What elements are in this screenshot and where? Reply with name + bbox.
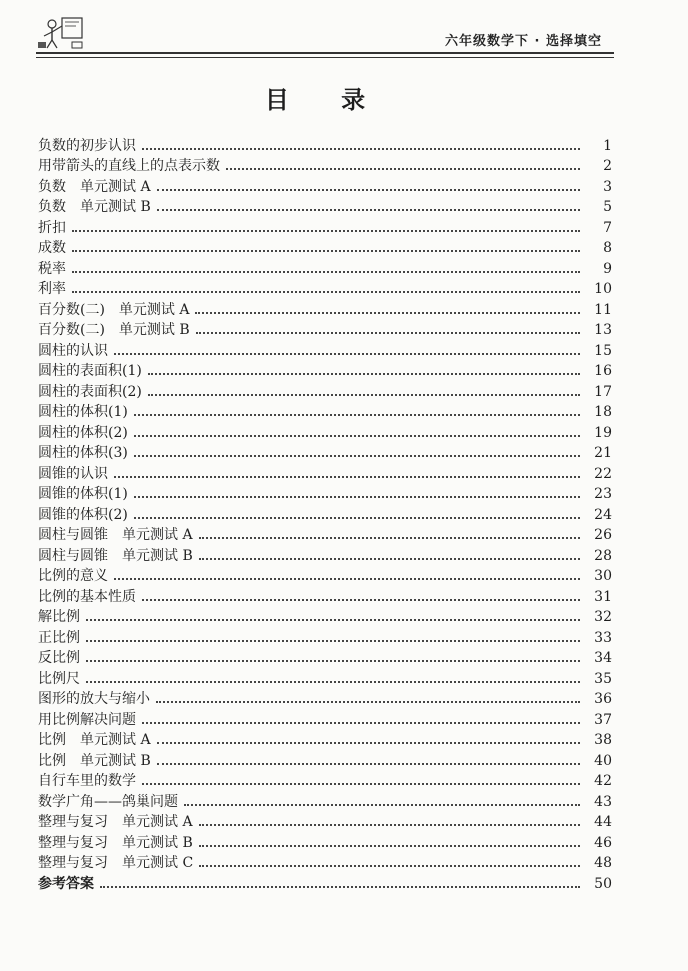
toc-entry-page-number: 11: [594, 301, 612, 318]
dot-leader: [148, 394, 580, 396]
dot-leader: [134, 455, 580, 457]
toc-entry-page-number: 17: [594, 383, 612, 400]
dot-leader: [86, 640, 580, 642]
dot-leader: [196, 332, 580, 334]
toc-entry-page-number: 16: [594, 363, 612, 379]
dot-leader: [199, 845, 580, 847]
dot-leader: [86, 619, 580, 621]
toc-entry[interactable]: [38, 237, 612, 258]
toc-entry[interactable]: [38, 770, 612, 791]
toc-entry-page-number: 42: [594, 773, 612, 789]
toc-entry-page-number: 46: [594, 834, 612, 851]
toc-entry-title: 解比例: [38, 609, 80, 625]
header-divider: [36, 52, 614, 54]
toc-entry-title: 圆柱的体积(3): [38, 445, 128, 461]
toc-entry[interactable]: [38, 257, 612, 278]
toc-entry-page-number: 44: [594, 814, 612, 830]
dot-leader: [72, 250, 580, 252]
dot-leader: [134, 435, 580, 437]
toc-entry-page-number: 22: [594, 465, 612, 482]
toc-entry-page-number: 35: [594, 670, 612, 687]
toc-entry[interactable]: [38, 196, 612, 217]
toc-entry[interactable]: [38, 216, 612, 237]
toc-entry-title: 圆柱与圆锥 单元测试 A: [38, 527, 193, 543]
toc-entry-title: 圆锥的体积(1): [38, 486, 128, 502]
toc-entry-page-number: 13: [594, 322, 612, 338]
toc-entry-title: 用带箭头的直线上的点表示数: [38, 158, 220, 174]
toc-entry-page-number: 40: [594, 752, 612, 769]
toc-entry-title: 圆柱的表面积(2): [38, 383, 142, 400]
toc-entry-title: 正比例: [38, 629, 80, 646]
toc-entry-page-number: 2: [603, 158, 612, 174]
toc-entry-page-number: 19: [594, 424, 612, 441]
toc-entry-page-number: 26: [594, 527, 612, 543]
toc-entry[interactable]: [38, 811, 612, 832]
toc-entry[interactable]: [38, 298, 612, 319]
toc-entry-title: 比例的基本性质: [38, 588, 136, 605]
dot-leader: [134, 496, 580, 498]
toc-entry-title: 整理与复习 单元测试 A: [38, 814, 193, 830]
toc-entry-page-number: 28: [594, 547, 612, 564]
toc-entry[interactable]: [38, 421, 612, 442]
dot-leader: [199, 824, 580, 826]
toc-entry[interactable]: [38, 688, 612, 709]
toc-entry[interactable]: [38, 524, 612, 545]
toc-entry[interactable]: [38, 380, 612, 401]
header-divider-thin: [36, 57, 614, 58]
toc-entry[interactable]: [38, 729, 612, 750]
toc-entry[interactable]: [38, 831, 612, 852]
toc-entry[interactable]: [38, 483, 612, 504]
toc-entry-page-number: 50: [594, 875, 612, 892]
dot-leader: [195, 312, 580, 314]
dot-leader: [86, 660, 580, 662]
table-of-contents: [38, 134, 612, 893]
toc-entry-page-number: 3: [603, 178, 612, 195]
dot-leader: [156, 701, 580, 703]
toc-entry[interactable]: [38, 339, 612, 360]
toc-entry-title: 负数 单元测试 A: [38, 178, 151, 195]
toc-entry-title: 圆柱的体积(1): [38, 404, 128, 420]
toc-entry[interactable]: [38, 155, 612, 176]
toc-entry[interactable]: [38, 462, 612, 483]
toc-entry-title: 百分数(二) 单元测试 B: [38, 322, 190, 338]
toc-entry[interactable]: [38, 175, 612, 196]
toc-entry[interactable]: [38, 544, 612, 565]
toc-entry-title: 负数 单元测试 B: [38, 199, 151, 215]
toc-entry[interactable]: [38, 565, 612, 586]
toc-entry-title: 税率: [38, 260, 66, 277]
dot-leader: [72, 271, 580, 273]
toc-entry-page-number: 15: [594, 342, 612, 359]
toc-entry-title: 圆锥的体积(2): [38, 506, 128, 523]
toc-entry[interactable]: [38, 606, 612, 627]
toc-entry-title: 反比例: [38, 650, 80, 666]
toc-entry-page-number: 34: [594, 650, 612, 666]
dot-leader: [134, 517, 580, 519]
toc-entry[interactable]: [38, 647, 612, 668]
toc-entry-page-number: 32: [594, 609, 612, 625]
dot-leader: [157, 189, 580, 191]
toc-entry-page-number: 37: [594, 711, 612, 728]
toc-entry-title: 圆柱与圆锥 单元测试 B: [38, 547, 193, 564]
toc-entry-title: 比例 单元测试 A: [38, 732, 151, 748]
toc-entry-title: 比例的意义: [38, 568, 108, 584]
toc-entry-page-number: 8: [603, 240, 612, 256]
toc-entry[interactable]: [38, 585, 612, 606]
toc-entry-title: 成数: [38, 240, 66, 256]
dot-leader: [142, 148, 580, 150]
dot-leader: [72, 230, 580, 232]
dot-leader: [157, 763, 580, 765]
dot-leader: [114, 476, 580, 478]
toc-entry-title: 参考答案: [38, 875, 94, 892]
toc-entry-page-number: 5: [603, 199, 612, 215]
dot-leader: [184, 804, 580, 806]
dot-leader: [114, 578, 580, 580]
toc-entry-title: 用比例解决问题: [38, 711, 136, 728]
toc-entry[interactable]: [38, 872, 612, 893]
toc-entry-title: 圆锥的认识: [38, 465, 108, 482]
toc-entry[interactable]: [38, 790, 612, 811]
toc-entry-page-number: 30: [594, 568, 612, 584]
toc-entry[interactable]: [38, 278, 612, 299]
toc-entry-title: 利率: [38, 281, 66, 297]
dot-leader: [199, 865, 580, 867]
toc-entry-page-number: 10: [594, 281, 612, 297]
toc-entry-title: 整理与复习 单元测试 B: [38, 834, 193, 851]
toc-entry-page-number: 7: [603, 219, 612, 236]
toc-entry-title: 自行车里的数学: [38, 773, 136, 789]
toc-entry-title: 比例尺: [38, 670, 80, 687]
toc-entry[interactable]: [38, 401, 612, 422]
toc-entry-page-number: 36: [594, 691, 612, 707]
student-with-chalkboard-icon: [36, 12, 88, 52]
dot-leader: [199, 558, 580, 560]
toc-entry-page-number: 43: [594, 793, 612, 810]
toc-entry[interactable]: [38, 503, 612, 524]
dot-leader: [148, 373, 580, 375]
dot-leader: [114, 353, 580, 355]
toc-entry[interactable]: [38, 442, 612, 463]
dot-leader: [86, 681, 580, 683]
toc-entry[interactable]: [38, 667, 612, 688]
toc-entry[interactable]: [38, 626, 612, 647]
toc-entry[interactable]: [38, 708, 612, 729]
dot-leader: [157, 209, 580, 211]
dot-leader: [226, 168, 580, 170]
dot-leader: [100, 886, 580, 888]
toc-entry-page-number: 38: [594, 732, 612, 748]
dot-leader: [199, 537, 580, 539]
dot-leader: [142, 722, 580, 724]
toc-entry[interactable]: [38, 319, 612, 340]
dot-leader: [142, 783, 580, 785]
toc-entry-title: 圆柱的体积(2): [38, 424, 128, 441]
toc-entry-page-number: 21: [594, 445, 612, 461]
page-title: 目 录: [264, 86, 388, 114]
toc-entry-title: 圆柱的表面积(1): [38, 363, 142, 379]
dot-leader: [157, 742, 580, 744]
toc-entry-page-number: 48: [594, 855, 612, 871]
dot-leader: [72, 291, 580, 293]
toc-entry-title: 数学广角——鸽巢问题: [38, 793, 178, 810]
toc-entry[interactable]: [38, 134, 612, 155]
dot-leader: [134, 414, 580, 416]
toc-entry-page-number: 18: [594, 404, 612, 420]
toc-entry-title: 折扣: [38, 219, 66, 236]
toc-entry-title: 百分数(二) 单元测试 A: [38, 301, 190, 318]
page-header: [36, 12, 614, 56]
dot-leader: [142, 599, 580, 601]
toc-entry-title: 圆柱的认识: [38, 342, 108, 359]
toc-entry-page-number: 23: [594, 486, 612, 502]
header-title: 六年级数学下 · 选择填空: [445, 34, 602, 49]
toc-entry-page-number: 1: [603, 137, 612, 154]
toc-entry[interactable]: [38, 852, 612, 873]
toc-entry[interactable]: [38, 360, 612, 381]
toc-entry-page-number: 31: [594, 588, 612, 605]
toc-entry-title: 负数的初步认识: [38, 137, 136, 154]
toc-entry-title: 比例 单元测试 B: [38, 752, 151, 769]
toc-entry-page-number: 9: [603, 260, 612, 277]
toc-entry-page-number: 24: [594, 506, 612, 523]
toc-entry[interactable]: [38, 749, 612, 770]
toc-entry-title: 整理与复习 单元测试 C: [38, 855, 194, 871]
toc-entry-page-number: 33: [594, 629, 612, 646]
toc-entry-title: 图形的放大与缩小: [38, 691, 150, 707]
